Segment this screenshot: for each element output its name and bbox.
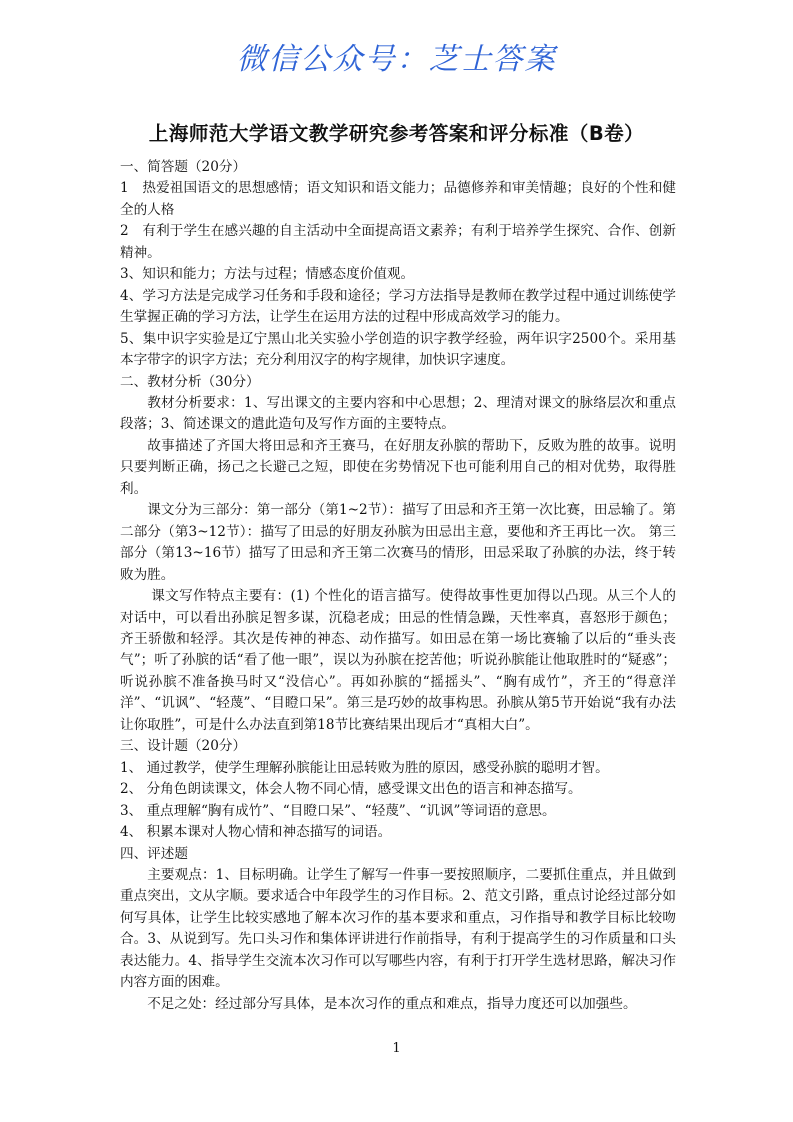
paragraph: 故事描述了齐国大将田忌和齐王赛马，在好朋友孙膑的帮助下，反败为胜的故事。说明只要判断正确，扬己之长避己之短，即使在劣势情况下也可能利用自己的相对优势，取得胜利。 bbox=[120, 437, 676, 497]
design-item: 4、 积累本课对人物心情和神态描写的词语。 bbox=[120, 824, 392, 841]
answer-item: 2 有利于学生在感兴趣的自主活动中全面提高语文素养；有利于培养学生探究、合作、创新精神。 bbox=[120, 223, 676, 261]
paragraph: 主要观点：1、目标明确。让学生了解写一件事一要按照顺序，二要抓住重点，并且做到重点突出，文从字顺。要求适合中年段学生的习作目标。2、范文引路，重点讨论经过部分如何写具体，让学生比较实感地了解本次习作的基本要求和重点，习作指导和教学目标比较吻合。3、从说到写。先口头习作和集体评讲进行作前指导，有利于提高学生的习作质量和口头表达能力。4、指导学生交流本次习作可以写哪些内容，有利于打开学生选材思路，解决习作内容方面的困难。 bbox=[120, 866, 676, 991]
design-item: 3、 重点理解“胸有成竹”、“目瞪口呆”、“轻蔑”、“讥讽”等词语的意思。 bbox=[120, 802, 556, 819]
section-heading-short-answer: 一、简答题（20分） bbox=[120, 159, 247, 175]
paragraph: 课文写作特点主要有：(1) 个性化的语言描写。使得故事性更加得以凸现。从三个人的对话中，可以看出孙膑足智多谋，沉稳老成；田忌的性情急躁，天性率真，喜怒形于颜色；齐王骄傲和轻浮。其次是传神的神态、动作描写。如田忌在第一场比赛输了以后的“垂头丧气”；听了孙膑的话“看了他一眼”，误以为孙膑在挖苦他；听说孙膑能让他取胜时的“疑惑”；听说孙膑不准备换马时又“没信心”。再如孙膑的“摇摇头”、“胸有成竹”，齐王的“得意洋洋”、“讥讽”、“轻蔑”、“目瞪口呆”。第三是巧妙的故事构思。孙膑从第5节开始说“我有办法让你取胜”，可是什么办法直到第18节比赛结果出现后才“真相大白”。 bbox=[120, 588, 676, 733]
paragraph: 教材分析要求：1、写出课文的主要内容和中心思想；2、理清对课文的脉络层次和重点段落；3、简述课文的遣此造句及写作方面的主要特点。 bbox=[120, 394, 676, 433]
answer-item: 1 热爱祖国语文的思想感情；语文知识和语文能力；品德修养和审美情趣；良好的个性和健全的人格 bbox=[120, 180, 676, 218]
section-heading-design: 三、设计题（20分） bbox=[120, 738, 247, 755]
watermark: 微信公众号：芝士答案 bbox=[236, 42, 557, 77]
design-item: 1、 通过教学，使学生理解孙膑能让田忌转败为胜的原因，感受孙膑的聪明才智。 bbox=[120, 759, 609, 776]
page-number: 1 bbox=[392, 1041, 401, 1056]
document-title: 上海师范大学语文教学研究参考答案和评分标准（B卷） bbox=[148, 122, 645, 145]
answer-item: 4、学习方法是完成学习任务和手段和途径；学习方法指导是教师在教学过程中通过训练使学生掌握正确的学习方法，让学生在运用方法的过程中形成高效学习的能力。 bbox=[120, 287, 676, 326]
design-item: 2、 分角色朗读课文，体会人物不同心情，感受课文出色的语言和神态描写。 bbox=[120, 781, 582, 798]
document-body bbox=[120, 157, 676, 1015]
paragraph: 不足之处：经过部分写具体，是本次习作的重点和难点，指导力度还可以加强些。 bbox=[147, 995, 637, 1012]
paragraph: 课文分为三部分：第一部分（第1~2节）：描写了田忌和齐王第一次比赛，田忌输了。第二部分（第3~12节）：描写了田忌的好朋友孙膑为田忌出主意，要他和齐王再比一次。 第三部分（第13~16节）描写了田忌和齐王第二次赛马的情形，田忌采取了孙膑的办法，终于转败为胜。 bbox=[120, 502, 676, 583]
section-heading-text-analysis: 二、教材分析（30分） bbox=[120, 373, 260, 390]
section-heading-review: 四、评述题 bbox=[120, 845, 188, 862]
answer-item: 3、知识和能力；方法与过程；情感态度价值观。 bbox=[120, 266, 415, 283]
answer-item: 5、集中识字实验是辽宁黑山北关实验小学创造的识字教学经验，两年识字2500个。采用基本字带字的识字方法；充分利用汉字的构字规律，加快识字速度。 bbox=[120, 330, 676, 369]
